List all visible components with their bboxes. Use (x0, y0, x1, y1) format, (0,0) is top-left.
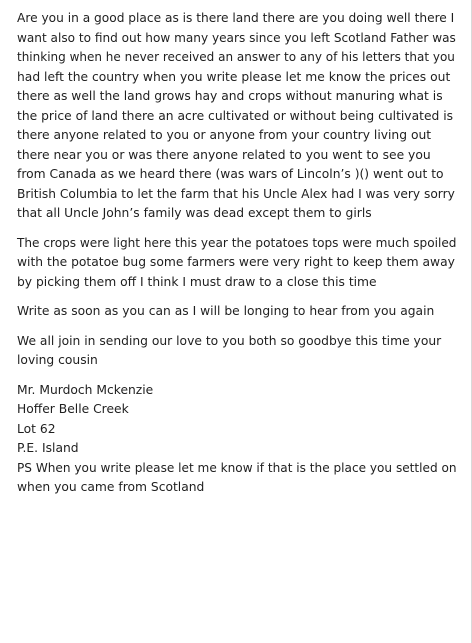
text-line: there near you or was there anyone related to you went to see you (17, 147, 431, 162)
text-line: loving cousin (17, 353, 98, 367)
sender-name: Mr. Murdoch Mckenzie (17, 382, 154, 397)
text-line: British Columbia to let the farm that his Uncle Alex had I was very sorry (17, 186, 455, 201)
address-line: P.E. Island (17, 441, 79, 455)
address-line: Hoffer Belle Creek (17, 402, 129, 416)
text-line: Are you in a good place as is there land there are you doing well there I (17, 11, 455, 25)
text-line: We all join in sending our love to you both so goodbye this time your (17, 333, 442, 348)
address-line: Lot 62 (17, 421, 56, 436)
text-line: there as well the land grows hay and crops without manuring what is (17, 89, 443, 103)
text-line: The crops were light here this year the potatoes tops were much spoiled (17, 235, 457, 250)
paragraph-3 (17, 302, 457, 322)
text-line: from Canada as we heard there (was wars of Lincoln’s )() went out to (17, 167, 444, 181)
postscript-line: when you came from Scotland (17, 480, 205, 494)
text-line: want also to find out how many years since you left Scotland Father was (17, 30, 456, 45)
text-line: the price of land there an acre cultivated or without being cultivated is (17, 108, 454, 123)
text-line: thinking when he never received an answer to any of his letters that you (17, 50, 455, 64)
text-line: with the potatoe bug some farmers were very right to keep them away (17, 255, 455, 269)
text-line: there anyone related to you or anyone from your country living out (17, 128, 432, 142)
signature-block (17, 381, 457, 498)
text-line: had left the country when you write please let me know the prices out (17, 69, 451, 84)
paragraph-4 (17, 332, 457, 371)
postscript-line: PS When you write please let me know if that is the place you settled on (17, 460, 457, 475)
paragraph-1 (17, 9, 457, 224)
text-line: Write as soon as you can as I will be longing to hear from you again (17, 304, 435, 318)
text-line: by picking them off I think I must draw to a close this time (17, 274, 377, 289)
paragraph-2 (17, 234, 457, 293)
text-line: that all Uncle John’s family was dead except them to girls (17, 206, 372, 220)
letter-body (17, 9, 457, 508)
